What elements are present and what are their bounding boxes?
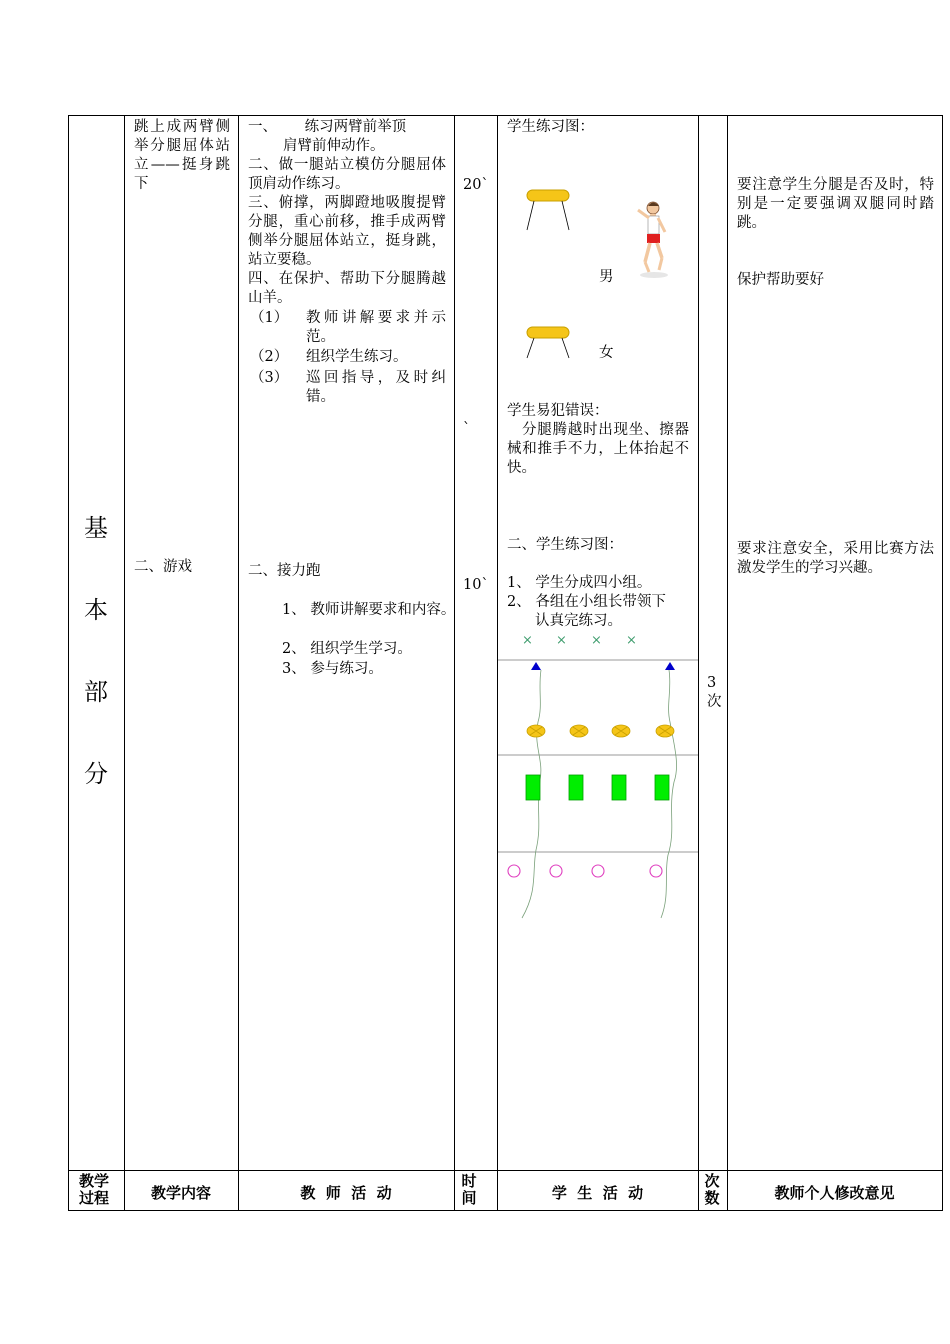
header-notes: 教师个人修改意见 [774, 1184, 895, 1202]
sub-step-text: 巡回指导，及时纠错。 [306, 370, 446, 405]
relay-step: 1、 教师讲解要求和内容。 [282, 602, 456, 618]
section-char: 部 [84, 678, 108, 706]
teacher-step-1: 一、 练习两臂前举顶 [248, 119, 407, 135]
vault-goat-icon [527, 327, 569, 338]
student-step-cont: 认真完练习。 [535, 613, 622, 629]
student-marker-icon [650, 865, 662, 877]
goat-leg [527, 201, 534, 230]
goat-leg [527, 338, 534, 358]
content-item-game: 二、游戏 [134, 559, 192, 575]
count-number: 3 [707, 675, 717, 691]
flag-icon [531, 662, 541, 670]
time-value: 20` [463, 177, 489, 193]
runner-figure-icon [638, 202, 668, 278]
sub-step-text: 教师讲解要求并示范。 [306, 310, 446, 345]
mat-icon [526, 775, 540, 800]
header-time: 时间 [461, 1172, 477, 1207]
student-marker-icon [508, 865, 520, 877]
section-char: 基 [84, 514, 108, 542]
header-count: 次数 [704, 1172, 720, 1207]
header-student-activity: 学 生 活 动 [551, 1184, 644, 1202]
relay-step: 2、 组织学生学习。 [282, 641, 412, 657]
student-step: 2、 各组在小组长带领下 [507, 594, 666, 610]
time-value: 10` [463, 577, 489, 593]
section-char: 本 [84, 596, 108, 624]
content-item-vault: 跳上成两臂侧举分腿屈体站立——挺身跳下 [134, 119, 230, 192]
teacher-note: 要注意学生分腿是否及时，特别是一定要强调双腿同时踏跳。 [737, 177, 934, 231]
relay-title: 二、接力跑 [248, 563, 321, 579]
header-process: 教学过程 [78, 1172, 109, 1207]
vault-diagram [499, 150, 697, 378]
vault-goat-icon [527, 190, 569, 201]
teacher-step-4: 四、在保护、帮助下分腿腾越山羊。 [248, 271, 446, 306]
cross-marker: × [522, 633, 533, 648]
count-unit: 次 [707, 694, 722, 710]
teacher-step-1-cont: 肩臂前伸动作。 [283, 138, 385, 154]
student-marker-icon [550, 865, 562, 877]
error-text: 分腿腾越时出现坐、擦器械和推手不力，上体抬起不快。 [507, 422, 689, 476]
sub-step-num: （2） [250, 349, 289, 365]
sub-step-num: （3） [250, 370, 289, 386]
student-step: 1、 学生分成四小组。 [507, 575, 652, 591]
header-content: 教学内容 [150, 1184, 211, 1202]
mat-icon [612, 775, 626, 800]
error-title: 学生易犯错误： [507, 403, 609, 419]
cross-marker: × [591, 633, 602, 648]
section-char: 分 [84, 760, 108, 788]
header-teacher-activity: 教 师 活 动 [300, 1184, 392, 1202]
student-diagram-title: 学生练习图： [507, 119, 594, 135]
goat-leg [562, 201, 569, 230]
relay-diagram [498, 650, 698, 925]
mat-icon [569, 775, 583, 800]
student-diagram-title-2: 二、学生练习图： [507, 537, 623, 553]
male-label: 男 [599, 269, 614, 285]
teacher-step-2: 二、做一腿站立模仿分腿屈体顶肩动作练习。 [248, 157, 446, 192]
cross-marker: × [626, 633, 637, 648]
teacher-note: 保护帮助要好 [737, 272, 824, 288]
relay-step: 3、 参与练习。 [282, 661, 383, 677]
flag-icon [665, 662, 675, 670]
student-marker-icon [592, 865, 604, 877]
female-label: 女 [599, 345, 614, 361]
mat-icon [655, 775, 669, 800]
teacher-step-3: 三、俯撑，两脚蹬地吸腹提臂分腿，重心前移，推手成两臂侧举分腿屈体站立，挺身跳，站立要稳。 [248, 195, 446, 268]
cross-marker: × [556, 633, 567, 648]
sub-step-text: 组织学生练习。 [306, 349, 408, 365]
sub-step-num: （1） [250, 310, 289, 326]
time-mark: ` [463, 421, 471, 437]
teacher-note: 要求注意安全，采用比赛方法激发学生的学习兴趣。 [737, 541, 934, 576]
goat-leg [562, 338, 569, 358]
